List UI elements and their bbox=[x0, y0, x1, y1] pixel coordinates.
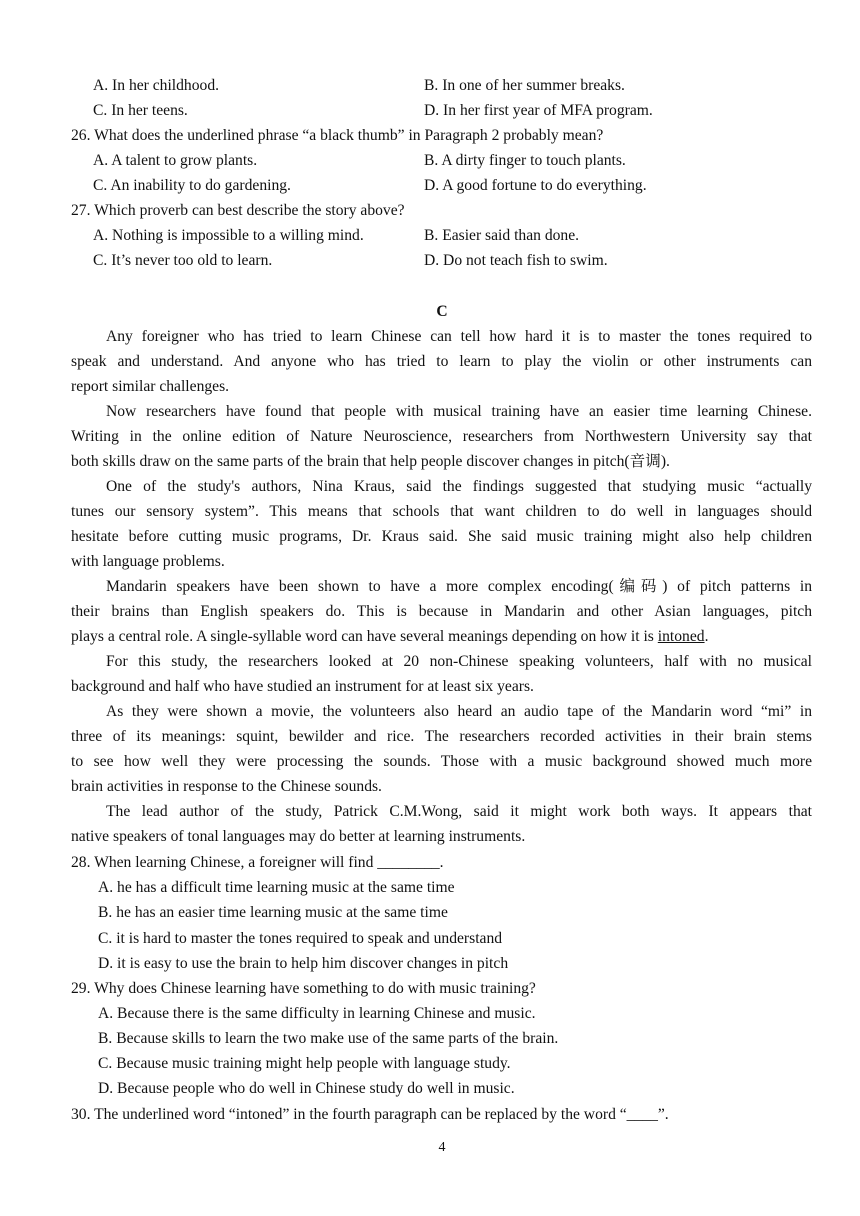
passage-p1-line2: speak and understand. And anyone who has tried to learn to play the violin or other instruments can bbox=[71, 353, 812, 370]
passage-p4-line1: Mandarin speakers have been shown to have a more complex encoding(编码) of pitch patterns in bbox=[106, 578, 812, 595]
q25-option-a: A. In her childhood. bbox=[93, 77, 220, 94]
q27-option-a: A. Nothing is impossible to a willing mind. bbox=[93, 227, 364, 244]
passage-p3-line1: One of the study's authors, Nina Kraus, said the findings suggested that studying music “actually bbox=[106, 478, 812, 495]
passage-p2-line1: Now researchers have found that people with musical training have an easier time learning Chinese. bbox=[106, 403, 812, 420]
section-c-title: C bbox=[436, 303, 448, 320]
underlined-word-intoned: intoned bbox=[657, 628, 705, 645]
q28-option-a: A. he has a difficult time learning music at the same time bbox=[98, 879, 455, 896]
passage-p3-line4: with language problems. bbox=[71, 553, 225, 570]
q26-stem: 26. What does the underlined phrase “a black thumb” in Paragraph 2 probably mean? bbox=[71, 127, 604, 144]
passage-p1-line1: Any foreigner who has tried to learn Chinese can tell how hard it is to master the tones required to bbox=[106, 328, 812, 345]
q26-option-d: D. A good fortune to do everything. bbox=[424, 177, 647, 194]
passage-p1-line3: report similar challenges. bbox=[71, 378, 230, 395]
q26-option-b: B. A dirty finger to touch plants. bbox=[424, 152, 626, 169]
q28-stem: 28. When learning Chinese, a foreigner will find ________. bbox=[71, 854, 444, 871]
q28-option-c: C. it is hard to master the tones required to speak and understand bbox=[98, 930, 503, 947]
q29-option-a: A. Because there is the same difficulty in learning Chinese and music. bbox=[98, 1005, 536, 1022]
q28-option-d: D. it is easy to use the brain to help him discover changes in pitch bbox=[98, 955, 509, 972]
passage-p4-line3-text: plays a central role. A single-syllable word can have several meanings depending on how it is bbox=[71, 628, 658, 645]
passage-p4-period: . bbox=[704, 628, 709, 645]
page-number: 4 bbox=[438, 1140, 446, 1155]
q29-stem: 29. Why does Chinese learning have something to do with music training? bbox=[71, 980, 536, 997]
passage-p7-line1: The lead author of the study, Patrick C.M.Wong, said it might work both ways. It appears that bbox=[106, 803, 812, 820]
q26-option-c: C. An inability to do gardening. bbox=[93, 177, 291, 194]
q27-option-b: B. Easier said than done. bbox=[424, 227, 580, 244]
q29-option-c: C. Because music training might help people with language study. bbox=[98, 1055, 511, 1072]
passage-p5-line2: background and half who have studied an instrument for at least six years. bbox=[71, 678, 534, 695]
q25-option-c: C. In her teens. bbox=[93, 102, 188, 119]
passage-p6-line4: brain activities in response to the Chinese sounds. bbox=[71, 778, 382, 795]
passage-p4-line3 bbox=[71, 627, 812, 647]
q27-stem: 27. Which proverb can best describe the story above? bbox=[71, 202, 405, 219]
q29-option-b: B. Because skills to learn the two make use of the same parts of the brain. bbox=[98, 1030, 559, 1047]
q27-option-c: C. It’s never too old to learn. bbox=[93, 252, 273, 269]
passage-p7-line2: native speakers of tonal languages may do better at learning instruments. bbox=[71, 828, 526, 845]
passage-p5-line1: For this study, the researchers looked at 20 non-Chinese speaking volunteers, half with no musical bbox=[106, 653, 812, 670]
passage-p6-line1: As they were shown a movie, the volunteers also heard an audio tape of the Mandarin word “mi” in bbox=[106, 703, 812, 720]
passage-p6-line2: three of its meanings: squint, bewilder and rice. The researchers recorded activities in their brain stems bbox=[71, 728, 812, 745]
passage-p6-line3: to see how well they were processing the sounds. Those with a music background showed much more bbox=[71, 753, 812, 770]
passage-p2-line3: both skills draw on the same parts of the brain that help people discover changes in pitch(音调). bbox=[71, 453, 670, 470]
q25-option-b: B. In one of her summer breaks. bbox=[424, 77, 625, 94]
passage-p2-line2: Writing in the online edition of Nature Neuroscience, researchers from Northwestern University say that bbox=[71, 428, 812, 445]
q25-option-d: D. In her first year of MFA program. bbox=[424, 102, 653, 119]
passage-p4-line2: their brains than English speakers do. This is because in Mandarin and other Asian languages, pitch bbox=[71, 603, 812, 620]
q30-stem: 30. The underlined word “intoned” in the fourth paragraph can be replaced by the word “____”. bbox=[71, 1106, 669, 1123]
passage-p3-line3: hesitate before cutting music programs, Dr. Kraus said. She said music training might also help children bbox=[71, 528, 812, 545]
q27-option-d: D. Do not teach fish to swim. bbox=[424, 252, 608, 269]
q26-option-a: A. A talent to grow plants. bbox=[93, 152, 258, 169]
passage-p3-line2: tunes our sensory system”. This means that schools that want children to do well in languages should bbox=[71, 503, 812, 520]
q28-option-b: B. he has an easier time learning music at the same time bbox=[98, 904, 448, 921]
q29-option-d: D. Because people who do well in Chinese study do well in music. bbox=[98, 1080, 515, 1097]
